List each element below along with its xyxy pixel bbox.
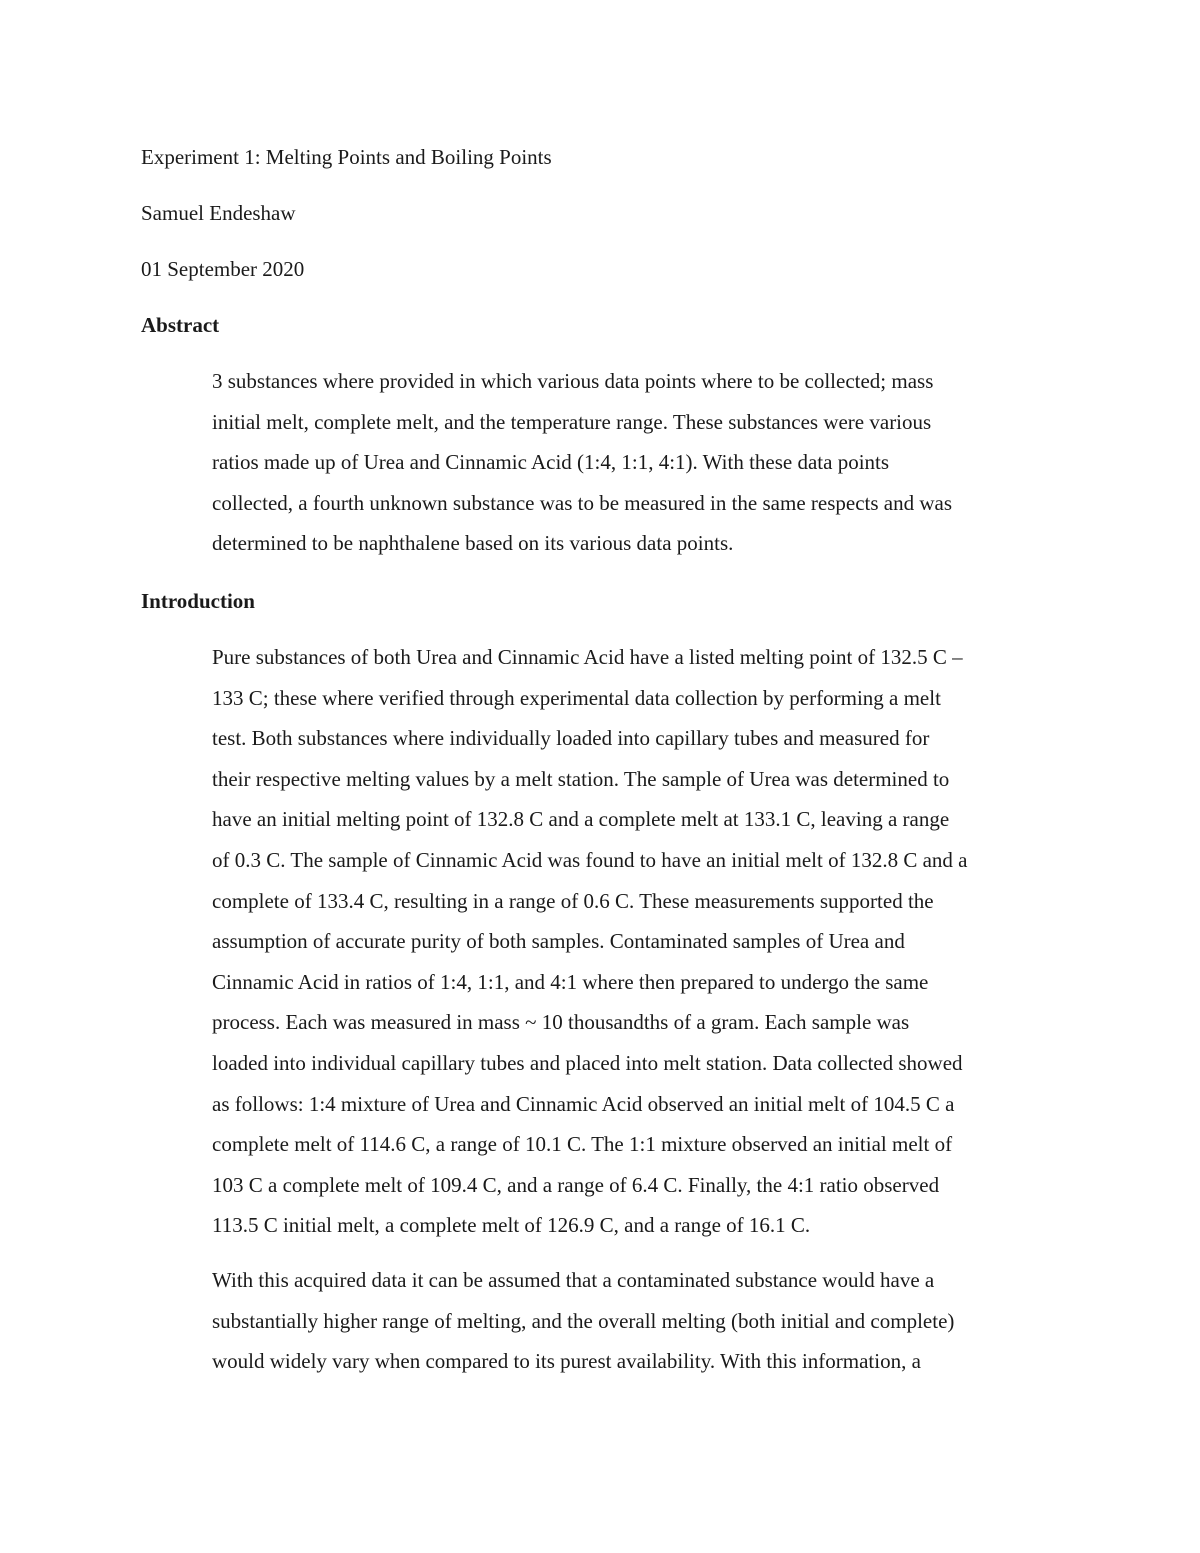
intro-line: would widely vary when compared to its purest availability. With this information, a — [212, 1349, 921, 1374]
abstract-line: 3 substances where provided in which various data points where to be collected; mass — [212, 369, 934, 393]
intro-line: 103 C a complete melt of 109.4 C, and a range of 6.4 C. Finally, the 4:1 ratio observed — [212, 1172, 940, 1197]
intro-line: substantially higher range of melting, and the overall melting (both initial and complete) — [212, 1308, 955, 1333]
abstract-paragraph — [212, 361, 1072, 564]
intro-line: Pure substances of both Urea and Cinnamic Acid have a listed melting point of 132.5 C – — [212, 645, 963, 669]
intro-line: their respective melting values by a melt station. The sample of Urea was determined to — [212, 766, 950, 791]
intro-line: Cinnamic Acid in ratios of 1:4, 1:1, and 4:1 where then prepared to undergo the same — [212, 969, 929, 994]
intro-line: process. Each was measured in mass ~ 10 thousandths of a gram. Each sample was — [212, 1010, 910, 1035]
introduction-paragraph-2 — [212, 1260, 1072, 1382]
abstract-line: collected, a fourth unknown substance was to be measured in the same respects and was — [212, 490, 953, 515]
abstract-heading: Abstract — [141, 313, 220, 337]
intro-line: 113.5 C initial melt, a complete melt of 126.9 C, and a range of 16.1 C. — [212, 1213, 811, 1238]
author-name: Samuel Endeshaw — [141, 201, 296, 225]
document-date: 01 September 2020 — [141, 257, 305, 281]
document-title: Experiment 1: Melting Points and Boiling Points — [141, 145, 552, 169]
intro-line: as follows: 1:4 mixture of Urea and Cinnamic Acid observed an initial melt of 104.5 C a — [212, 1091, 955, 1116]
intro-line: assumption of accurate purity of both samples. Contaminated samples of Urea and — [212, 929, 905, 954]
abstract-line: ratios made up of Urea and Cinnamic Acid (1:4, 1:1, 4:1). With these data points — [212, 450, 890, 475]
introduction-heading: Introduction — [141, 589, 255, 613]
intro-line: loaded into individual capillary tubes and placed into melt station. Data collected showed — [212, 1050, 963, 1075]
introduction-paragraph-1 — [212, 637, 1072, 1246]
intro-line: 133 C; these where verified through experimental data collection by performing a melt — [212, 685, 941, 710]
intro-line: test. Both substances where individually loaded into capillary tubes and measured for — [212, 726, 930, 751]
intro-line: of 0.3 C. The sample of Cinnamic Acid was found to have an initial melt of 132.8 C and a — [212, 847, 968, 872]
abstract-line: determined to be naphthalene based on its various data points. — [212, 531, 734, 556]
intro-line: complete of 133.4 C, resulting in a range of 0.6 C. These measurements supported the — [212, 888, 934, 913]
intro-line: have an initial melting point of 132.8 C and a complete melt at 133.1 C, leaving a range — [212, 807, 950, 832]
intro-line: complete melt of 114.6 C, a range of 10.1 C. The 1:1 mixture observed an initial melt of — [212, 1132, 953, 1157]
abstract-line: initial melt, complete melt, and the temperature range. These substances were various — [212, 409, 932, 434]
intro-line: With this acquired data it can be assumed that a contaminated substance would have a — [212, 1268, 935, 1292]
